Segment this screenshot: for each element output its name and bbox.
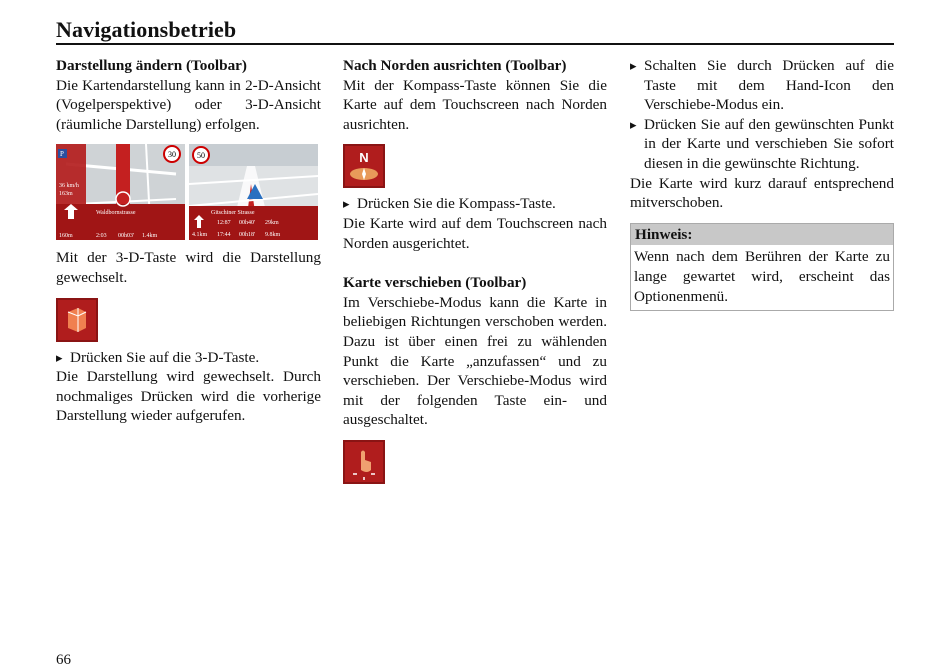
travel-time-3d-a: 00h40' <box>239 220 256 227</box>
svg-text:P: P <box>60 150 64 159</box>
page-header <box>56 16 894 45</box>
display-toggle-text: Mit der 3-D-Taste wird die Darstellung gewechselt. <box>56 249 321 286</box>
arrival-time-3d-a: 12:87 <box>217 220 231 227</box>
note-title: Hinweis: <box>631 224 893 246</box>
page-number: 66 <box>56 652 71 668</box>
step-press-3d: ▸ Drücken Sie auf die 3-D-Taste. <box>56 348 321 368</box>
map-3d-screenshot <box>189 144 318 240</box>
column-right <box>630 56 894 311</box>
compass-letter: N <box>359 150 369 166</box>
arrival-time-2d: 2:03 <box>96 233 107 240</box>
travel-time-2d: 00h03' <box>118 233 135 240</box>
remaining-distance-2d: 1.4km <box>142 233 158 240</box>
speed-limit-2d: 30 <box>168 150 176 160</box>
pan-result-text: Die Karte wird kurz darauf entsprechend mitverschoben. <box>630 174 894 212</box>
current-speed: 36 km/h <box>59 183 79 190</box>
hand-button-icon <box>343 440 385 484</box>
section-heading-north: Nach Norden ausrichten (Toolbar) <box>343 57 567 74</box>
distance-to-turn: 163m <box>59 191 73 198</box>
distance-3d: 4.1km <box>192 232 208 239</box>
street-name-3d: Gitschiner Strasse <box>211 210 255 217</box>
step-enable-pan: ▸ Schalten Sie durch Drücken auf die Taste mit dem Hand-Icon den Verschiebe-Modus ein. <box>630 56 894 115</box>
column-middle <box>343 56 607 490</box>
remaining-distance-3d: 9.8km <box>265 232 281 239</box>
speed-limit-3d: 50 <box>197 151 205 161</box>
step-press-compass: ▸ Drücken Sie die Kompass-Taste. <box>343 194 607 214</box>
display-intro-text: Die Kartendarstellung kann in 2-D-Ansicht (Vogelperspektive) oder 3-D-Ansicht (räumliche Darstellung) erfolgen. <box>56 76 321 133</box>
travel-time-3d: 00h18' <box>239 232 256 239</box>
column-left <box>56 56 321 426</box>
north-result-text: Die Karte wird auf dem Touchscreen nach Norden ausgerichtet. <box>343 214 607 252</box>
step-drag-map: ▸ Drücken Sie auf den gewünschten Punkt in der Karte und verschieben Sie sofort diesen in die gewünschte Richtung. <box>630 115 894 174</box>
arrival-time-3d: 17:44 <box>217 232 231 239</box>
map-2d-screenshot <box>56 144 185 240</box>
pan-intro-text: Im Verschiebe-Modus kann die Karte in beliebigen Richtungen verschoben werden. Dazu ist über einen frei zu wählenden Punkt die Karte „anzufassen“ und zu verschieben. Der Verschiebe-Modus wird mit der folgenden Taste ein- und ausgeschaltet. <box>343 293 607 429</box>
street-name-2d: Waldbornstrasse <box>96 210 136 217</box>
map-screenshots <box>56 144 321 240</box>
section-heading-display: Darstellung ändern (Toolbar) <box>56 57 247 74</box>
north-intro-text: Mit der Kompass-Taste können Sie die Karte auf dem Touchscreen nach Norden ausrichten. <box>343 76 607 133</box>
note-text: Wenn nach dem Berühren der Karte zu lange gewartet wird, erscheint das Optionenmenü. <box>634 248 890 305</box>
3d-button-icon <box>56 298 98 342</box>
section-heading-pan: Karte verschieben (Toolbar) <box>343 274 527 292</box>
distance-2d: 160m <box>59 233 73 240</box>
page-title: Navigationsbetrieb <box>56 17 237 42</box>
remaining-distance-3d-a: 29km <box>265 220 279 227</box>
display-result-text: Die Darstellung wird gewechselt. Durch nochmaliges Drücken wird die vorherige Darstellung wieder aufgerufen. <box>56 368 321 425</box>
compass-button-icon <box>343 144 385 188</box>
note-box <box>630 223 894 311</box>
